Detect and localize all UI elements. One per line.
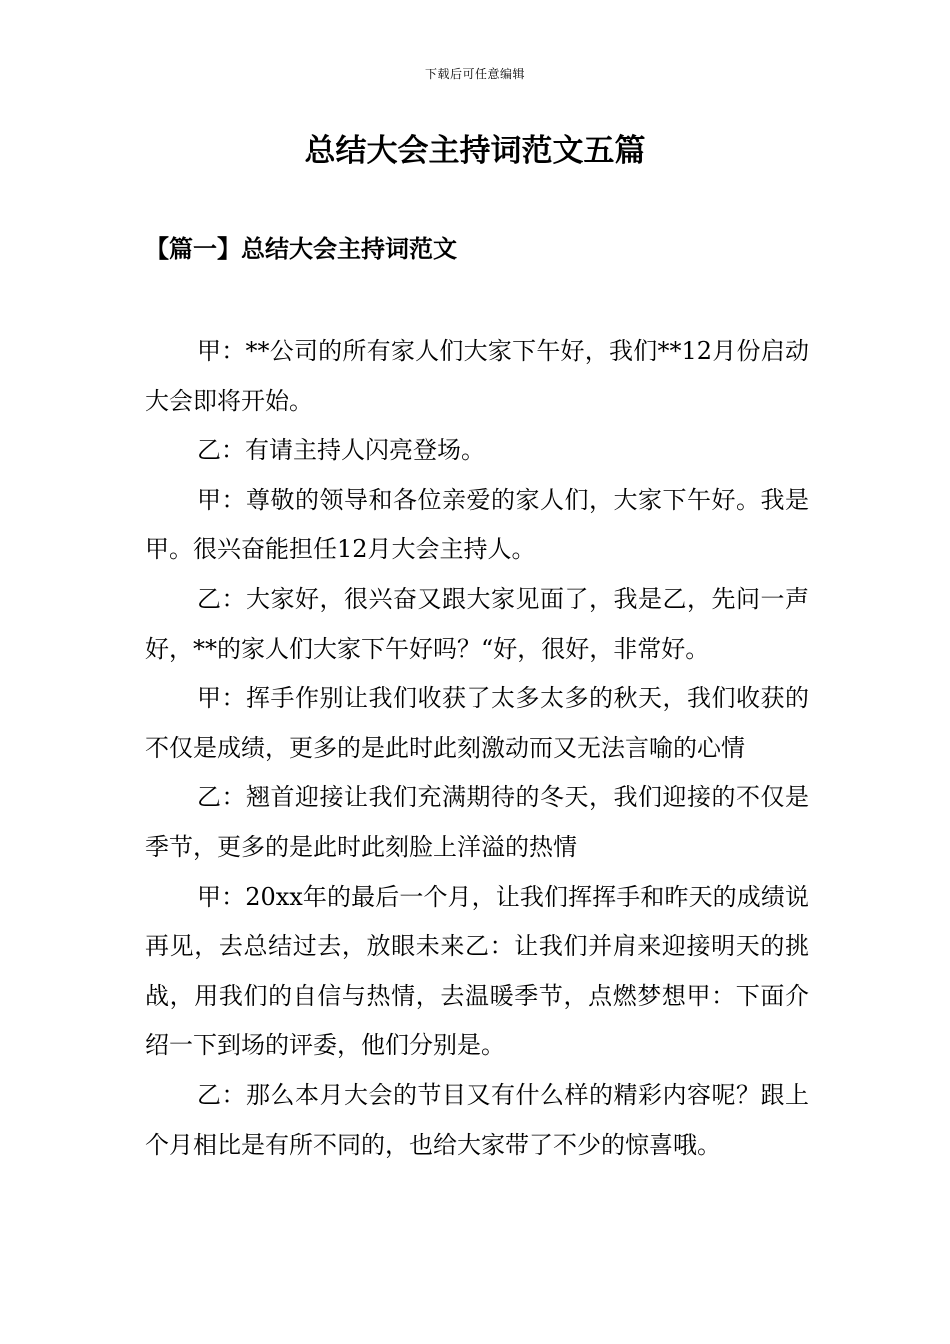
paragraph: 乙：那么本月大会的节目又有什么样的精彩内容呢？跟上个月相比是有所不同的，也给大家带了不少的惊喜哦。 <box>145 1080 809 1159</box>
section-heading: 【篇一】总结大会主持词范文 <box>145 234 457 263</box>
paragraph: 乙：翘首迎接让我们充满期待的冬天，我们迎接的不仅是季节，更多的是此时此刻脸上洋溢的热情 <box>145 783 809 861</box>
paragraph: 乙：有请主持人闪亮登场。 <box>197 436 485 465</box>
paragraph: 甲：挥手作别让我们收获了太多太多的秋天，我们收获的不仅是成绩，更多的是此时此刻激动而又无法言喻的心情 <box>145 684 809 762</box>
paragraph: 甲：20xx年的最后一个月，让我们挥挥手和昨天的成绩说再见，去总结过去，放眼未来乙：让我们并肩来迎接明天的挑战，用我们的自信与热情，去温暖季节，点燃梦想甲：下面介绍一下到场的评委，他们分别是。 <box>145 882 809 1060</box>
document-body <box>145 327 809 1170</box>
paragraph: 甲：**公司的所有家人们大家下午好，我们**12月份启动大会即将开始。 <box>145 337 809 415</box>
document-title: 总结大会主持词范文五篇 <box>304 133 646 169</box>
paragraph: 乙：大家好，很兴奋又跟大家见面了，我是乙，先问一声好，**的家人们大家下午好吗？“好，很好，非常好。 <box>145 584 809 663</box>
paragraph: 甲：尊敬的领导和各位亲爱的家人们，大家下午好。我是甲。很兴奋能担任12月大会主持人。 <box>145 485 809 564</box>
header-note: 下载后可任意编辑 <box>424 67 525 81</box>
